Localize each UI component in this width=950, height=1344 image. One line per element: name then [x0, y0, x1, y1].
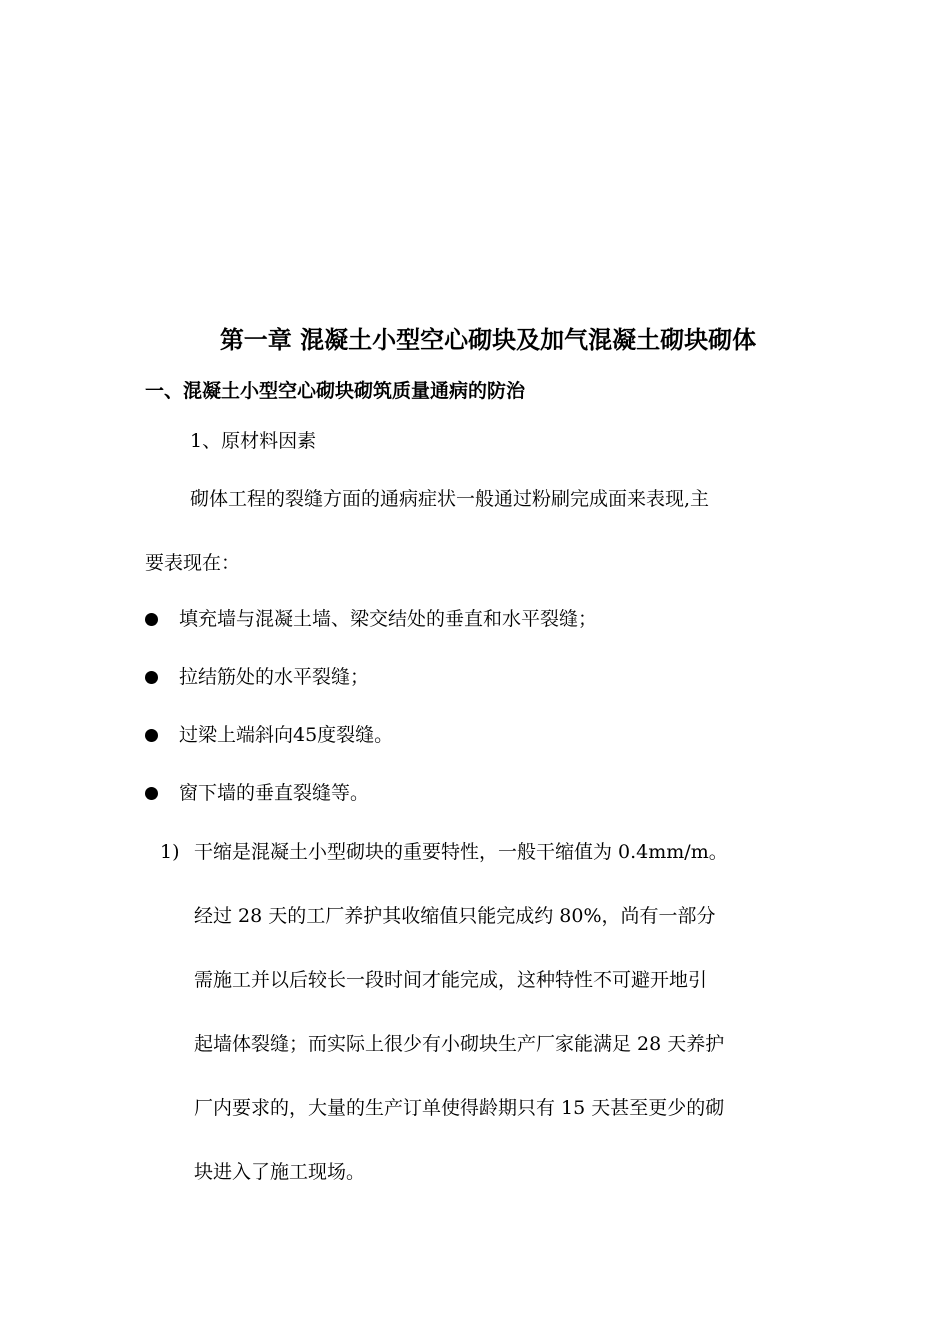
- bullet-text: 拉结筋处的水平裂缝；: [179, 666, 370, 688]
- numbered-item-line: 需施工并以后较长一段时间才能完成，这种特性不可避开地引: [194, 969, 708, 991]
- intro-paragraph-line: 要表现在：: [145, 552, 241, 574]
- bullet-item: [145, 604, 597, 634]
- numbered-item-line: 经过 28 天的工厂养护其收缩值只能完成约 80%，尚有一部分: [194, 905, 716, 927]
- bullet-item: [145, 720, 393, 750]
- bullet-item: [145, 662, 369, 692]
- bullet-text: 过梁上端斜向45度裂缝。: [179, 724, 394, 746]
- chapter-title: 第一章 混凝土小型空心砌块及加气混凝土砌块砌体: [219, 326, 757, 354]
- bullet-dot-icon: [145, 787, 158, 800]
- numbered-item-line: 块进入了施工现场。: [194, 1161, 366, 1183]
- numbered-item-line: 厂内要求的，大量的生产订单使得龄期只有 15 天甚至更少的砌: [194, 1097, 725, 1119]
- numbered-item-line: 起墙体裂缝；而实际上很少有小砌块生产厂家能满足 28 天养护: [194, 1033, 725, 1055]
- numbered-item-marker: 1): [160, 841, 180, 863]
- section-heading: 一、混凝土小型空心砌块砌筑质量通病的防治: [145, 380, 526, 402]
- bullet-dot-icon: [145, 729, 158, 742]
- bullet-dot-icon: [145, 671, 158, 684]
- bullet-text: 填充墙与混凝土墙、梁交结处的垂直和水平裂缝；: [179, 608, 598, 630]
- bullet-dot-icon: [145, 613, 158, 626]
- bullet-item: [145, 778, 369, 808]
- numbered-item-line: 干缩是混凝土小型砌块的重要特性，一般干缩值为 0.4mm/m。: [194, 841, 728, 863]
- subsection-heading: 1、原材料因素: [190, 430, 317, 452]
- bullet-text: 窗下墙的垂直裂缝等。: [179, 782, 370, 804]
- intro-paragraph-line: 砌体工程的裂缝方面的通病症状一般通过粉刷完成面来表现,主: [190, 488, 710, 510]
